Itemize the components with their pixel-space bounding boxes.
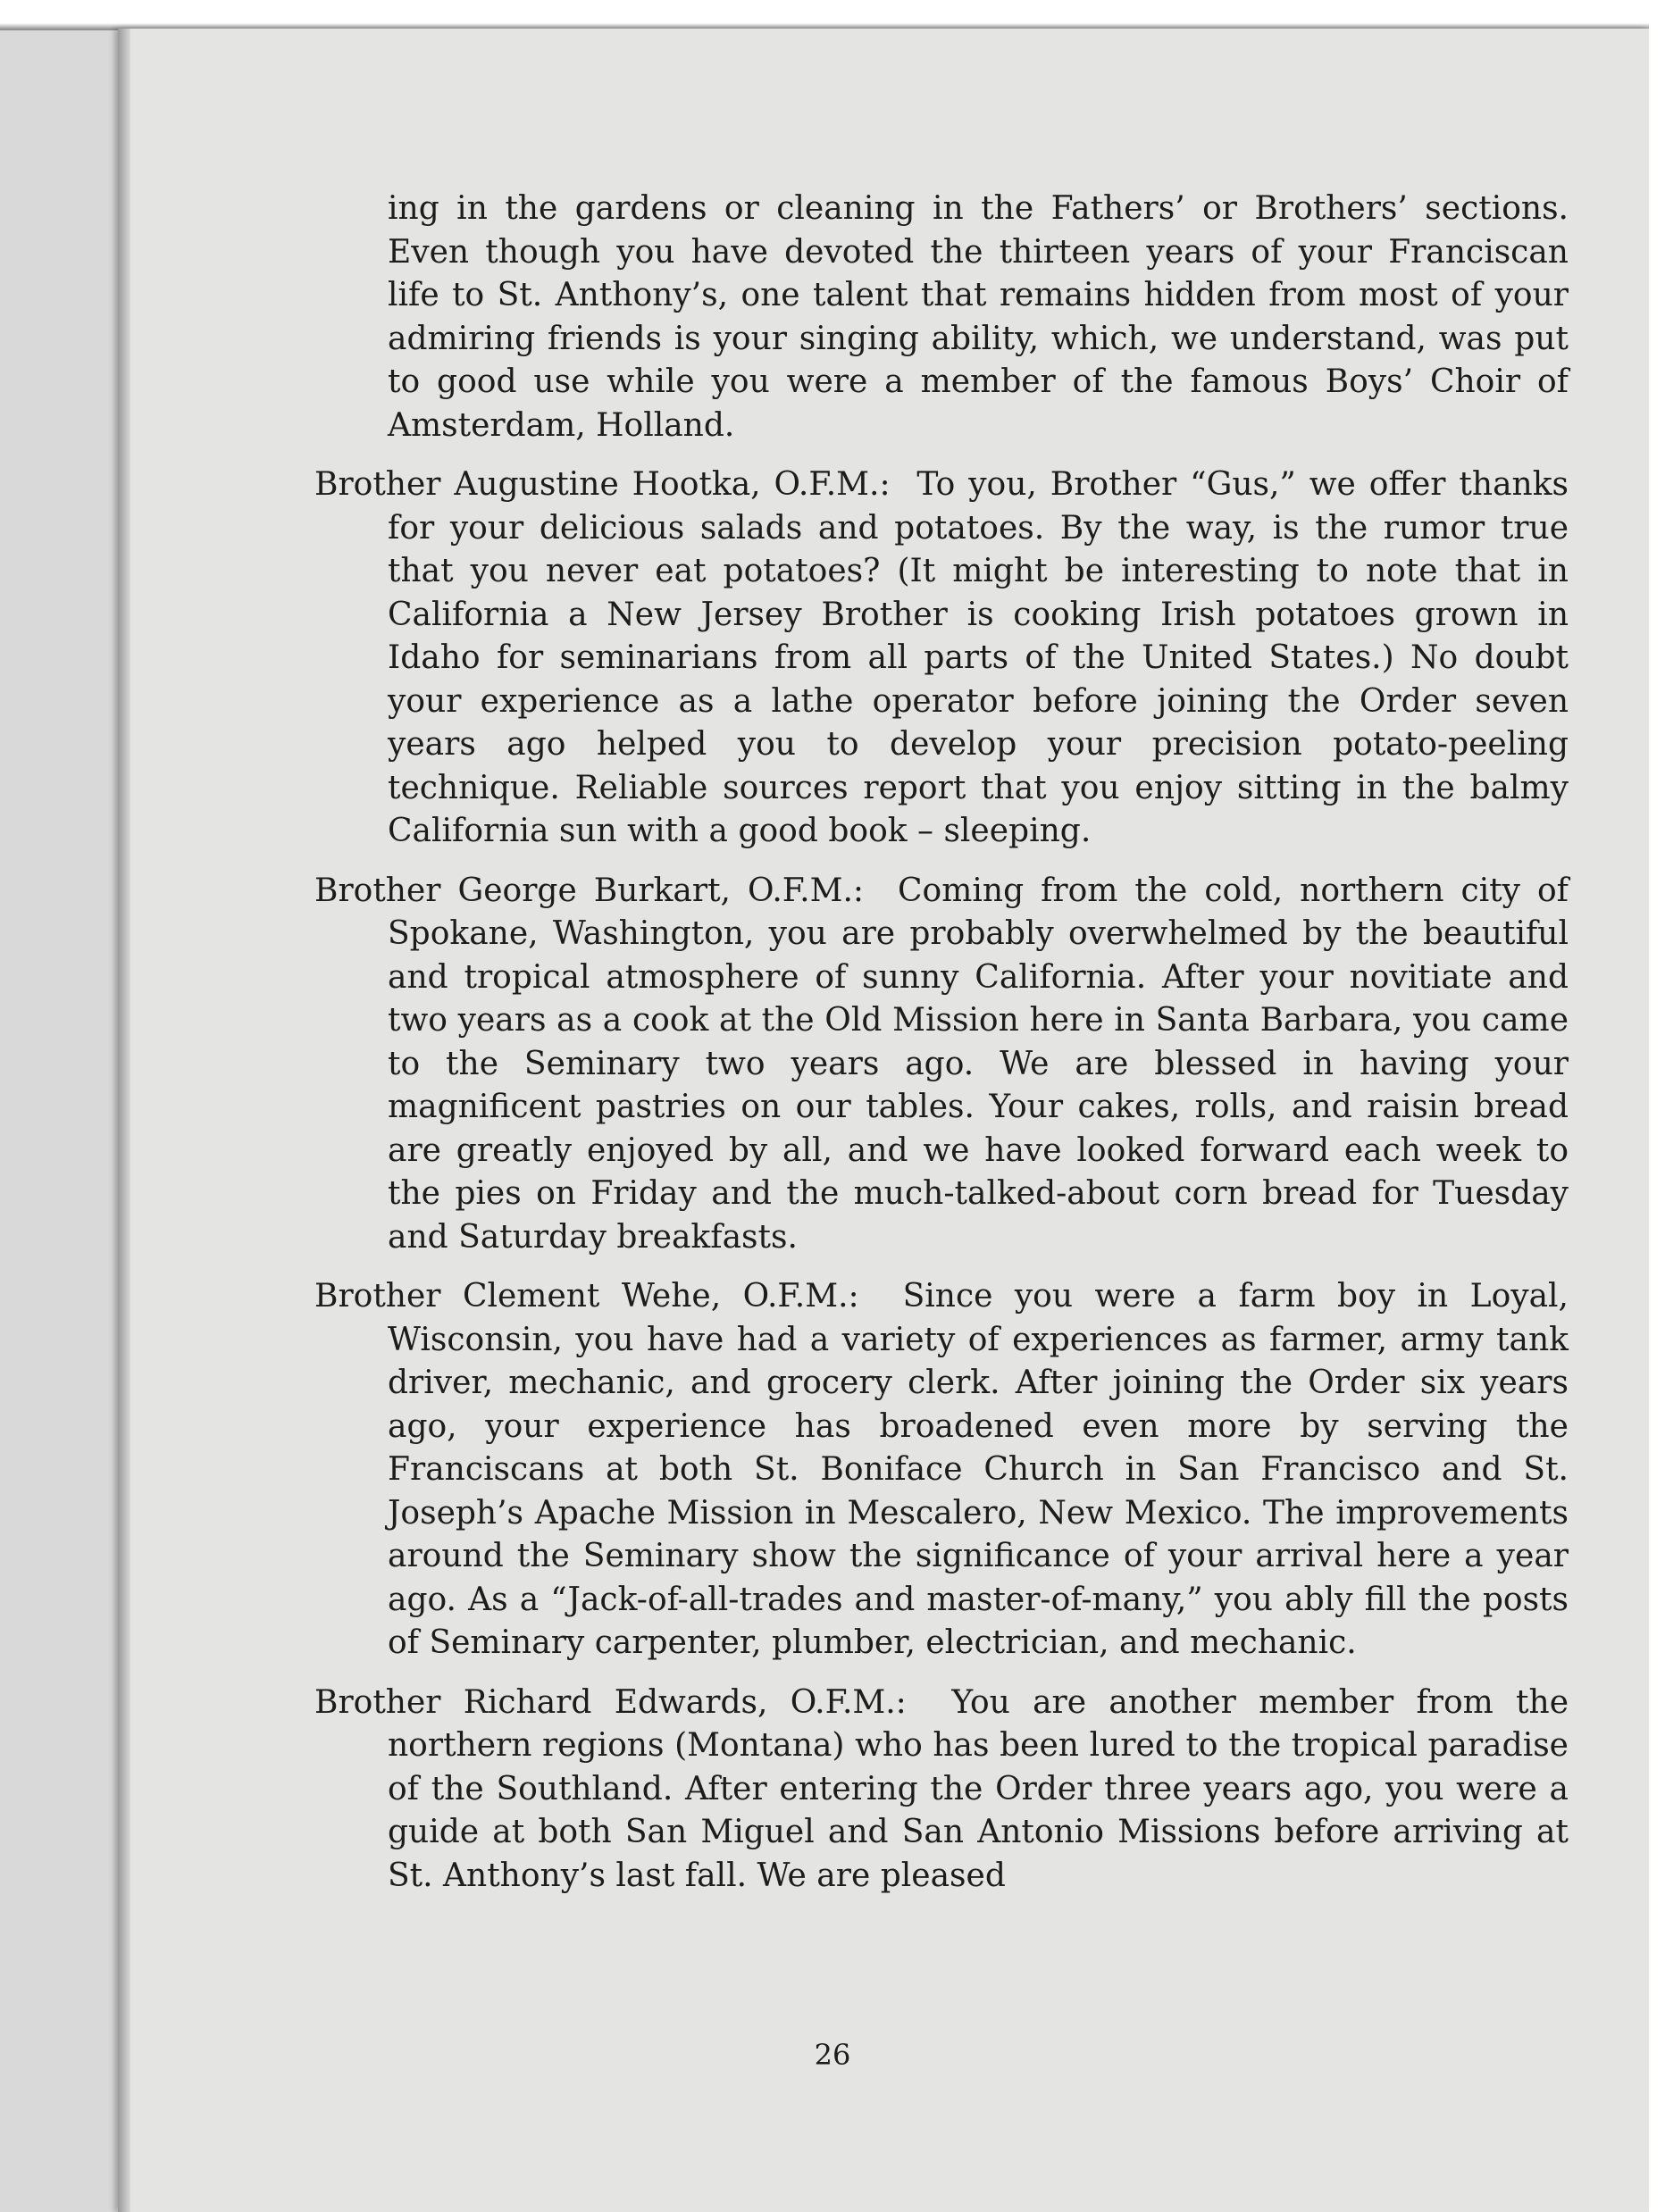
page-number: 26 bbox=[814, 2038, 851, 2072]
page-binding-edge bbox=[118, 29, 130, 2212]
paragraph-text: ing in the gardens or cleaning in the Fathers’ or Brothers’ sections. Even though you have devoted the thirteen years of your Franciscan life to St. Anthony’s, one talent that remains hidden from most of your admiring friends is your singing ability, which, we understand, was put to good use while you were a member of the famous Boys’ Choir of Amsterdam, Holland. bbox=[388, 190, 1569, 444]
paragraph-augustine-hootka bbox=[314, 463, 1569, 854]
paragraph-text: To you, Brother “Gus,” we offer thanks for your delicious salads and potatoes. By the way, is the rumor true that you never eat potatoes? (It might be interesting to note that in California a New Jersey Brother is cooking Irish potatoes grown in Idaho for seminarians from all parts of the United States.) No doubt your experience as a lathe operator before joining the Order seven years ago helped you to develop your precision potato-peeling technique. Reliable sources report that you enjoy sitting in the balmy California sun with a good book – sleeping. bbox=[388, 466, 1569, 849]
paragraph-clement-wehe bbox=[314, 1275, 1569, 1665]
brother-name: Brother Augustine Hootka, O.F.M.: bbox=[314, 466, 891, 503]
brother-name: Brother Clement Wehe, O.F.M.: bbox=[314, 1278, 859, 1315]
page-text bbox=[314, 188, 1569, 1914]
paragraph-text: Since you were a farm boy in Loyal, Wisconsin, you have had a variety of experiences as farmer, army tank driver, mechanic, and grocery clerk. After joining the Order six years ago, your experience has broadened even more by serving the Franciscans at both St. Boniface Church in San Francisco and St. Joseph’s Apache Mission in Mescalero, New Mexico. The improvements around the Seminary show the significance of your arrival here a year ago. As a “Jack-of-all-trades and master-of-many,” you ably fill the posts of Seminary carpenter, plumber, electrician, and mechanic. bbox=[388, 1278, 1569, 1661]
scan-top-band bbox=[0, 0, 1665, 30]
brother-name: Brother Richard Edwards, O.F.M.: bbox=[314, 1683, 907, 1721]
paragraph-continued bbox=[314, 188, 1569, 447]
paragraph-george-burkart bbox=[314, 870, 1569, 1260]
paragraph-richard-edwards bbox=[314, 1682, 1569, 1899]
brother-name: Brother George Burkart, O.F.M.: bbox=[314, 872, 865, 909]
paragraph-text: You are another member from the northern regions (Montana) who has been lured to the tropical paradise of the Southland. After entering the Order three years ago, you were a guide at both San Miguel and San Antonio Missions before arriving at St. Anthony’s last fall. We are pleased bbox=[388, 1683, 1569, 1894]
scan-right-margin bbox=[1649, 0, 1665, 2212]
paragraph-text: Coming from the cold, northern city of Spokane, Washington, you are probably overwhelmed by the beautiful and tropical atmosphere of sunny California. After your novitiate and two years as a cook at the Old Mission here in Santa Barbara, you came to the Seminary two years ago. We are blessed in having your magnificent pastries on our tables. Your cakes, rolls, and raisin bread are greatly enjoyed by all, and we have looked forward each week to the pies on Friday and the much-talked-about corn bread for Tuesday and Saturday breakfasts. bbox=[388, 872, 1569, 1256]
